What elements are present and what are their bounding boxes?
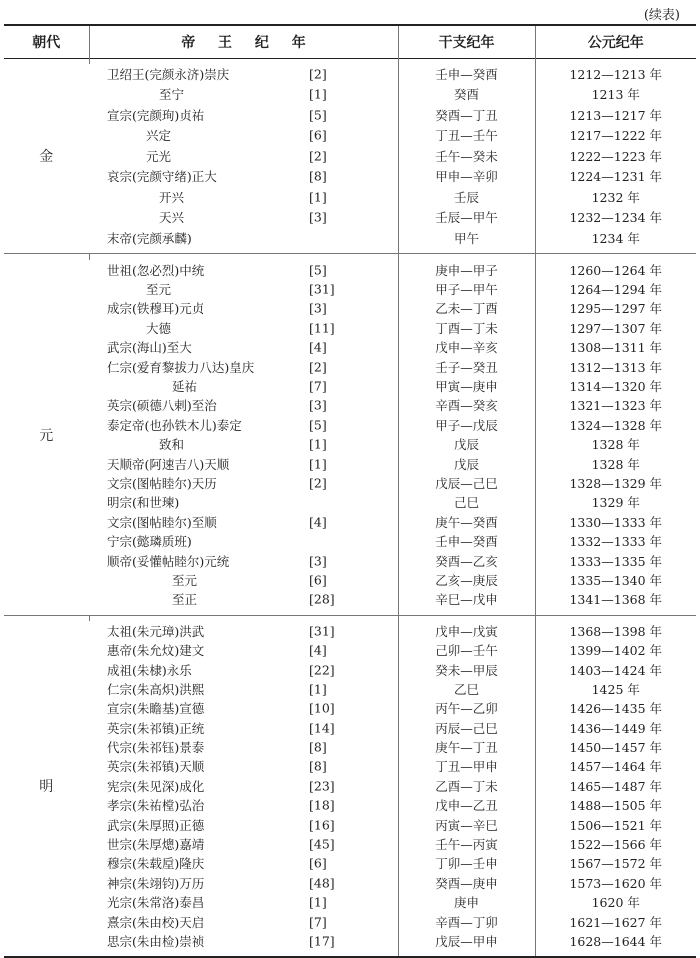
ganzhi-cell: 丙午—乙卯 [398, 699, 535, 718]
reign-span: [10] [309, 700, 335, 716]
ganzhi-cell: 壬辰—甲午 [398, 207, 535, 228]
reign-span: [31] [309, 623, 335, 639]
ad-year-cell: 1328 年 [535, 454, 696, 473]
ad-year-cell: 1232—1234 年 [535, 207, 696, 228]
reign-name: 顺帝(妥懽帖睦尔)元统 [107, 553, 230, 569]
reign-name: 仁宗(朱高炽)洪熙 [107, 681, 205, 697]
ad-year-cell: 1368—1398 年 [535, 621, 696, 640]
ganzhi-cell: 甲子—甲午 [398, 279, 535, 298]
reign-span: [8] [309, 739, 327, 755]
reign-span: [5] [309, 417, 327, 433]
table-row [4, 737, 696, 756]
ad-year-cell: 1573—1620 年 [535, 873, 696, 892]
ad-year-cell: 1321—1323 年 [535, 396, 696, 415]
ganzhi-cell: 癸酉—乙亥 [398, 551, 535, 570]
ganzhi-cell: 戊申—乙丑 [398, 796, 535, 815]
emperor-cell [89, 815, 398, 834]
reign-name: 文宗(图帖睦尔)天历 [107, 475, 217, 491]
emperor-cell [89, 187, 398, 208]
reign-name: 泰定帝(也孙铁木儿)泰定 [107, 417, 242, 433]
table-row [4, 912, 696, 931]
table-row [4, 187, 696, 208]
ad-year-cell: 1297—1307 年 [535, 318, 696, 337]
table-row [4, 931, 696, 950]
reign-span: [23] [309, 778, 335, 794]
emperor-cell [89, 64, 398, 85]
ad-year-cell: 1399—1402 年 [535, 640, 696, 659]
ganzhi-cell: 丁丑—甲申 [398, 757, 535, 776]
ad-year-cell: 1260—1264 年 [535, 260, 696, 279]
reign-span: [4] [309, 514, 327, 530]
reign-name: 成祖(朱棣)永乐 [107, 662, 192, 678]
ad-year-cell: 1457—1464 年 [535, 757, 696, 776]
reign-name: 天顺帝(阿速吉八)天顺 [107, 456, 230, 472]
ganzhi-cell: 乙酉—丁未 [398, 776, 535, 795]
reign-span: [3] [309, 397, 327, 413]
ad-year-cell: 1403—1424 年 [535, 660, 696, 679]
ganzhi-cell: 癸未—甲辰 [398, 660, 535, 679]
reign-span: [14] [309, 720, 335, 736]
reign-name: 延祐 [172, 379, 198, 395]
ad-year-cell: 1341—1368 年 [535, 590, 696, 609]
emperor-cell [89, 912, 398, 931]
ad-year-cell: 1224—1231 年 [535, 166, 696, 187]
table-row [4, 699, 696, 718]
emperor-cell [89, 590, 398, 609]
reign-name: 至宁 [159, 87, 185, 103]
table-row [4, 415, 696, 434]
ad-year-cell: 1217—1222 年 [535, 125, 696, 146]
ganzhi-cell: 丙寅—辛巳 [398, 815, 535, 834]
reign-name: 宁宗(懿璘质班) [107, 534, 192, 550]
reign-span: [1] [309, 894, 327, 910]
reign-span: [6] [309, 855, 327, 871]
emperor-cell [89, 737, 398, 756]
table-row [4, 146, 696, 167]
emperor-cell [89, 718, 398, 737]
ad-year-cell: 1333—1335 年 [535, 551, 696, 570]
table-row [4, 279, 696, 298]
table-row [4, 757, 696, 776]
reign-name: 文宗(图帖睦尔)至顺 [107, 514, 217, 530]
reign-name: 英宗(硕德八剌)至治 [107, 398, 217, 414]
reign-name: 至元 [146, 282, 172, 298]
table-header [4, 25, 696, 58]
emperor-cell [89, 84, 398, 105]
ad-year-cell: 1465—1487 年 [535, 776, 696, 795]
ganzhi-cell: 戊辰—甲申 [398, 931, 535, 950]
reign-name: 至正 [172, 592, 198, 608]
ganzhi-cell: 庚申—甲子 [398, 260, 535, 279]
header-ganzhi: 干支纪年 [398, 25, 535, 58]
reign-name: 宣宗(完颜珣)贞祐 [107, 107, 205, 123]
emperor-cell [89, 105, 398, 126]
emperor-cell [89, 660, 398, 679]
reign-span: [5] [309, 107, 327, 123]
reign-name: 卫绍王(完颜永济)崇庆 [107, 66, 230, 82]
header-emperor: 帝 王 纪 年 [89, 25, 398, 58]
reign-name: 元光 [146, 148, 172, 164]
ad-year-cell: 1213 年 [535, 84, 696, 105]
emperor-cell [89, 318, 398, 337]
ad-year-cell: 1330—1333 年 [535, 512, 696, 531]
reign-name: 英宗(朱祁镇)正统 [107, 720, 205, 736]
ad-year-cell: 1295—1297 年 [535, 299, 696, 318]
ad-year-cell: 1308—1311 年 [535, 338, 696, 357]
reign-name: 武宗(朱厚照)正德 [107, 817, 205, 833]
emperor-cell [89, 435, 398, 454]
reign-name: 末帝(完颜承麟) [107, 230, 192, 246]
ad-year-cell: 1436—1449 年 [535, 718, 696, 737]
ad-year-cell: 1212—1213 年 [535, 64, 696, 85]
reign-span: [1] [309, 681, 327, 697]
group-jin [4, 58, 696, 254]
ganzhi-cell: 丁酉—丁未 [398, 318, 535, 337]
table-row [4, 531, 696, 550]
ad-year-cell: 1264—1294 年 [535, 279, 696, 298]
table-row [4, 435, 696, 454]
table-row [4, 621, 696, 640]
ad-year-cell: 1329 年 [535, 493, 696, 512]
reign-name: 世祖(忽必烈)中统 [107, 262, 205, 278]
header-dynasty: 朝代 [32, 34, 61, 51]
emperor-cell [89, 796, 398, 815]
reign-name: 光宗(朱常洛)泰昌 [107, 895, 205, 911]
emperor-cell [89, 854, 398, 873]
ganzhi-cell: 癸酉—庚申 [398, 873, 535, 892]
reign-name: 世宗(朱厚熜)嘉靖 [107, 837, 205, 853]
ganzhi-cell: 乙亥—庚辰 [398, 570, 535, 589]
reign-span: [2] [309, 148, 327, 164]
ganzhi-cell: 壬午—癸未 [398, 146, 535, 167]
dynasty-cell: 金 [39, 148, 54, 165]
reign-name: 思宗(朱由检)崇祯 [107, 933, 205, 949]
ad-year-cell: 1314—1320 年 [535, 376, 696, 395]
table-row [4, 660, 696, 679]
reign-span: [3] [309, 553, 327, 569]
table-row [4, 166, 696, 187]
reign-name: 孝宗(朱祐樘)弘治 [107, 798, 205, 814]
reign-name: 致和 [159, 437, 185, 453]
table-row [4, 396, 696, 415]
reign-span: [8] [309, 168, 327, 184]
ad-year-cell: 1335—1340 年 [535, 570, 696, 589]
reign-name: 熹宗(朱由校)天启 [107, 914, 205, 930]
reign-span: [1] [309, 189, 327, 205]
emperor-cell [89, 376, 398, 395]
ad-year-cell: 1324—1328 年 [535, 415, 696, 434]
table-row [4, 679, 696, 698]
ad-year-cell: 1232 年 [535, 187, 696, 208]
emperor-cell [89, 679, 398, 698]
table-row [4, 551, 696, 570]
reign-name: 宪宗(朱见深)成化 [107, 778, 205, 794]
emperor-cell [89, 512, 398, 531]
ganzhi-cell: 庚午—丁丑 [398, 737, 535, 756]
ganzhi-cell: 壬申—癸酉 [398, 64, 535, 85]
emperor-cell [89, 299, 398, 318]
reign-name: 仁宗(爱育黎拔力八达)皇庆 [107, 359, 255, 375]
reign-span: [2] [309, 475, 327, 491]
reign-name: 宣宗(朱瞻基)宣德 [107, 701, 205, 717]
reign-name: 英宗(朱祁镇)天顺 [107, 759, 205, 775]
table-row [4, 105, 696, 126]
table-row [4, 84, 696, 105]
reign-span: [4] [309, 339, 327, 355]
ganzhi-cell: 丁丑—壬午 [398, 125, 535, 146]
reign-span: [16] [309, 817, 335, 833]
ad-year-cell: 1234 年 [535, 228, 696, 249]
reign-span: [5] [309, 262, 327, 278]
group-ming [4, 616, 696, 957]
ad-year-cell: 1312—1313 年 [535, 357, 696, 376]
table-row [4, 873, 696, 892]
table-row [4, 815, 696, 834]
table-row [4, 796, 696, 815]
reign-span: [48] [309, 875, 335, 891]
emperor-cell [89, 873, 398, 892]
ganzhi-cell: 戊辰 [398, 435, 535, 454]
emperor-cell [89, 146, 398, 167]
ad-year-cell: 1506—1521 年 [535, 815, 696, 834]
emperor-cell [89, 551, 398, 570]
emperor-cell [89, 757, 398, 776]
reign-span: [6] [309, 127, 327, 143]
dynasty-cell: 明 [39, 778, 54, 795]
table-row [4, 454, 696, 473]
ganzhi-cell: 辛酉—丁卯 [398, 912, 535, 931]
emperor-cell [89, 834, 398, 853]
ganzhi-cell: 庚申 [398, 893, 535, 912]
ganzhi-cell: 戊申—辛亥 [398, 338, 535, 357]
ad-year-cell: 1450—1457 年 [535, 737, 696, 756]
reign-span: [3] [309, 300, 327, 316]
reign-name: 武宗(海山)至大 [107, 340, 192, 356]
table-row [4, 776, 696, 795]
reign-span: [1] [309, 436, 327, 452]
emperor-cell [89, 473, 398, 492]
emperor-cell [89, 207, 398, 228]
emperor-cell [89, 260, 398, 279]
table-row [4, 570, 696, 589]
ad-year-cell: 1425 年 [535, 679, 696, 698]
emperor-cell [89, 640, 398, 659]
emperor-cell [89, 166, 398, 187]
ganzhi-cell: 丙辰—己巳 [398, 718, 535, 737]
ad-year-cell: 1213—1217 年 [535, 105, 696, 126]
ganzhi-cell: 戊辰 [398, 454, 535, 473]
ganzhi-cell: 壬辰 [398, 187, 535, 208]
ad-year-cell: 1628—1644 年 [535, 931, 696, 950]
reign-span: [18] [309, 797, 335, 813]
ad-year-cell: 1620 年 [535, 893, 696, 912]
ganzhi-cell: 甲子—戊辰 [398, 415, 535, 434]
ad-year-cell: 1567—1572 年 [535, 854, 696, 873]
ad-year-cell: 1488—1505 年 [535, 796, 696, 815]
reign-span: [8] [309, 758, 327, 774]
ganzhi-cell: 壬午—丙寅 [398, 834, 535, 853]
reign-span: [22] [309, 662, 335, 677]
ad-year-cell: 1522—1566 年 [535, 834, 696, 853]
reign-span: [1] [309, 86, 327, 102]
ganzhi-cell: 壬子—癸丑 [398, 357, 535, 376]
emperor-cell [89, 396, 398, 415]
reign-span: [2] [309, 359, 327, 375]
reign-era-table [4, 24, 696, 958]
reign-span: [2] [309, 66, 327, 82]
ganzhi-cell: 甲寅—庚申 [398, 376, 535, 395]
reign-name: 成宗(铁穆耳)元贞 [107, 301, 205, 317]
reign-name: 开兴 [159, 189, 185, 205]
table-row [4, 854, 696, 873]
reign-name: 穆宗(朱载垕)隆庆 [107, 856, 205, 872]
ganzhi-cell: 甲申—辛卯 [398, 166, 535, 187]
reign-name: 明宗(和世瑓) [107, 495, 180, 511]
ganzhi-cell: 乙未—丁酉 [398, 299, 535, 318]
table-row [4, 260, 696, 279]
ganzhi-cell: 癸酉 [398, 84, 535, 105]
ganzhi-cell: 丁卯—壬申 [398, 854, 535, 873]
table-row [4, 893, 696, 912]
table-row [4, 640, 696, 659]
emperor-cell [89, 699, 398, 718]
ganzhi-cell: 癸酉—丁丑 [398, 105, 535, 126]
emperor-cell [89, 931, 398, 950]
ad-year-cell: 1328 年 [535, 435, 696, 454]
table-row [4, 718, 696, 737]
table-row [4, 64, 696, 85]
emperor-cell [89, 493, 398, 512]
reign-span: [7] [309, 914, 327, 930]
reign-name: 神宗(朱翊钧)万历 [107, 875, 205, 891]
ganzhi-cell: 辛巳—戊申 [398, 590, 535, 609]
emperor-cell [89, 125, 398, 146]
table-row [4, 338, 696, 357]
emperor-cell [89, 531, 398, 550]
ad-year-cell: 1328—1329 年 [535, 473, 696, 492]
emperor-cell [89, 338, 398, 357]
emperor-cell [89, 893, 398, 912]
table-row [4, 228, 696, 249]
emperor-cell [89, 454, 398, 473]
ganzhi-cell: 己卯—壬午 [398, 640, 535, 659]
ganzhi-cell: 辛酉—癸亥 [398, 396, 535, 415]
ad-year-cell: 1426—1435 年 [535, 699, 696, 718]
table-row [4, 493, 696, 512]
emperor-cell [89, 776, 398, 795]
ad-year-cell: 1222—1223 年 [535, 146, 696, 167]
reign-name: 兴定 [146, 128, 172, 144]
emperor-cell [89, 228, 398, 249]
reign-span: [1] [309, 456, 327, 472]
reign-name: 惠帝(朱允炆)建文 [107, 643, 205, 659]
reign-span: [6] [309, 572, 327, 588]
table-row [4, 318, 696, 337]
reign-span: [11] [309, 320, 335, 336]
emperor-cell [89, 570, 398, 589]
ganzhi-cell: 甲午 [398, 228, 535, 249]
table-row [4, 834, 696, 853]
reign-span: [17] [309, 933, 335, 949]
ganzhi-cell: 壬申—癸酉 [398, 531, 535, 550]
ad-year-cell: 1621—1627 年 [535, 912, 696, 931]
table-row [4, 590, 696, 609]
group-yuan [4, 254, 696, 616]
reign-span: [31] [309, 281, 335, 297]
ganzhi-cell: 乙巳 [398, 679, 535, 698]
emperor-cell [89, 621, 398, 640]
ganzhi-cell: 戊辰—己巳 [398, 473, 535, 492]
reign-name: 太祖(朱元璋)洪武 [107, 623, 205, 639]
table-row [4, 125, 696, 146]
dynasty-cell: 元 [39, 427, 54, 444]
table-row [4, 473, 696, 492]
ganzhi-cell: 戊申—戊寅 [398, 621, 535, 640]
reign-name: 大德 [146, 320, 172, 336]
table-row [4, 299, 696, 318]
emperor-cell [89, 357, 398, 376]
reign-span: [4] [309, 642, 327, 658]
reign-name: 天兴 [159, 210, 185, 226]
reign-span: [7] [309, 378, 327, 394]
reign-span: [28] [309, 591, 335, 607]
table-row [4, 207, 696, 228]
reign-name: 至元 [172, 572, 198, 588]
table-row [4, 357, 696, 376]
ganzhi-cell: 庚午—癸酉 [398, 512, 535, 531]
continued-label: (续表) [643, 8, 680, 23]
table-row [4, 512, 696, 531]
ganzhi-cell: 己巳 [398, 493, 535, 512]
emperor-cell [89, 279, 398, 298]
ad-year-cell: 1332—1333 年 [535, 531, 696, 550]
emperor-cell [89, 415, 398, 434]
reign-span: [45] [309, 836, 335, 852]
reign-name: 代宗(朱祁钰)景泰 [107, 740, 205, 756]
reign-name: 哀宗(完颜守绪)正大 [107, 169, 217, 185]
reign-span: [3] [309, 209, 327, 225]
header-ad: 公元纪年 [535, 25, 696, 58]
table-row [4, 376, 696, 395]
